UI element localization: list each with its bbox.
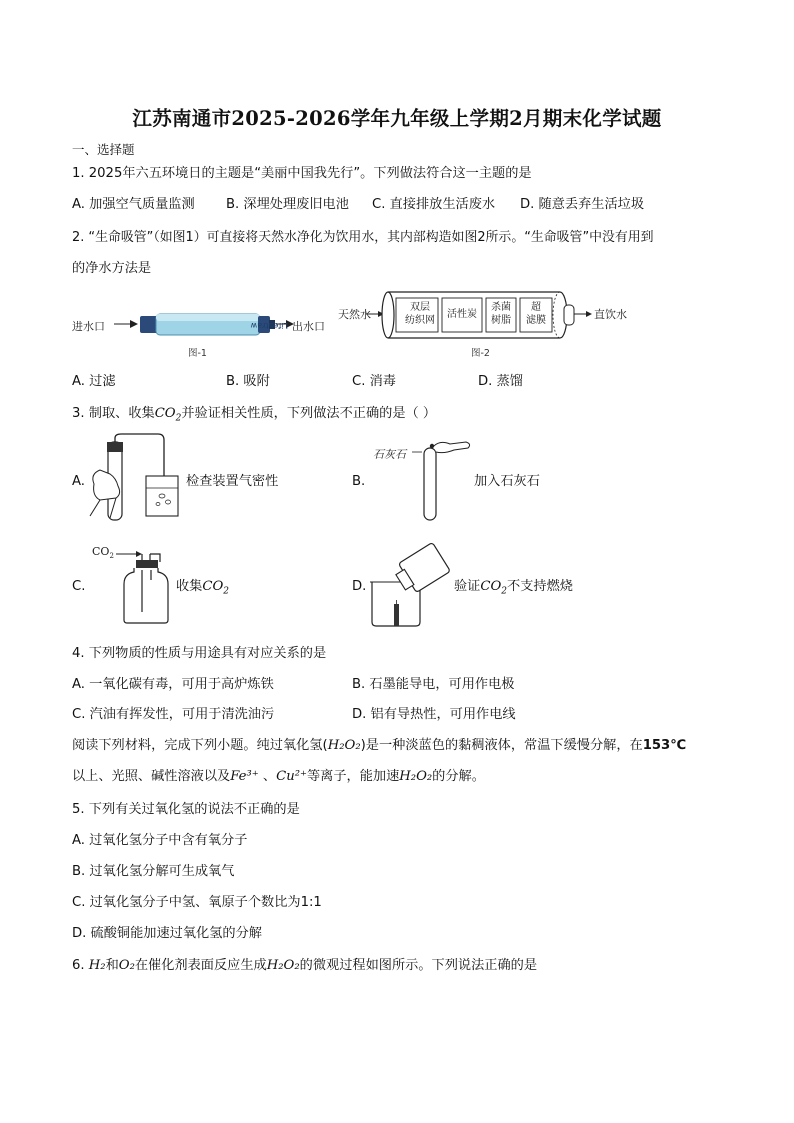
reading-l2-chem: H₂O₂ bbox=[399, 769, 433, 784]
q3-c-text-pre: 收集 bbox=[176, 579, 203, 594]
fig2-cell-3-line1: 杀菌 bbox=[491, 302, 511, 313]
q1-stem: 1. 2025年六五环境日的主题是“美丽中国我先行”。下列做法符合这一主题的是 bbox=[72, 166, 532, 181]
reading-l2-c: 的分解。 bbox=[432, 769, 485, 784]
q3-c-fig-sub: 2 bbox=[109, 552, 114, 561]
reading-l1-a: 阅读下列材料，完成下列小题。纯过氧化氢( bbox=[72, 738, 328, 753]
q5-option-a[interactable]: A. 过氧化氢分子中含有氧分子 bbox=[72, 833, 248, 848]
q6-h2: H₂ bbox=[88, 958, 106, 973]
q3-c-fig-co: CO bbox=[92, 545, 110, 558]
reading-l1-b: )是一种淡蓝色的黏稠液体，常温下缓慢分解，在 bbox=[360, 738, 643, 753]
q5-option-b[interactable]: B. 过氧化氢分解可生成氧气 bbox=[72, 864, 235, 879]
reading-line1 bbox=[72, 737, 686, 755]
q3-stem-sub: 2 bbox=[175, 413, 182, 424]
fig2-cell-1 bbox=[401, 301, 439, 327]
fig1-out-label: 出水口 bbox=[292, 320, 325, 333]
q2-option-b[interactable]: B. 吸附 bbox=[226, 374, 270, 389]
q3-c-fig-label bbox=[92, 545, 114, 560]
reading-l1-temp: 153℃ bbox=[642, 738, 687, 753]
q3-d-text-chem: CO bbox=[480, 579, 502, 594]
q6-mid: 在催化剂表面反应生成 bbox=[134, 958, 267, 973]
q1-option-b[interactable]: B. 深埋处理废旧电池 bbox=[226, 197, 349, 212]
q6-stem bbox=[72, 957, 537, 975]
fig2-cell-4 bbox=[520, 301, 552, 327]
reading-l1-chem: H₂O₂ bbox=[327, 738, 361, 753]
section-heading: 一、选择题 bbox=[72, 142, 135, 157]
q3-option-b-letter[interactable]: B. bbox=[352, 474, 366, 489]
q4-option-c[interactable]: C. 汽油有挥发性，可用于清洗油污 bbox=[72, 707, 275, 722]
q4-option-a[interactable]: A. 一氧化碳有毒，可用于高炉炼铁 bbox=[72, 677, 274, 692]
q3-option-d-text[interactable] bbox=[454, 578, 573, 601]
fig1-caption: 图-1 bbox=[188, 348, 207, 359]
fig2-cell-1-line2: 纺织网 bbox=[405, 315, 435, 326]
airtightness-check-apparatus bbox=[88, 434, 188, 524]
q1-option-d[interactable]: D. 随意丢弃生活垃圾 bbox=[520, 197, 645, 212]
q3-option-a-text[interactable]: 检查装置气密性 bbox=[186, 474, 279, 489]
fig1-brand-text: LifeStraw bbox=[250, 321, 288, 330]
q5-option-d[interactable]: D. 硫酸铜能加速过氧化氢的分解 bbox=[72, 926, 262, 941]
q2-stem-line2: 的净水方法是 bbox=[72, 261, 152, 276]
gas-collecting-bottle bbox=[116, 546, 176, 624]
fig2-cell-4-line1: 超 bbox=[531, 302, 541, 313]
fig2-cell-4-line2: 滤膜 bbox=[526, 315, 546, 326]
q2-option-c[interactable]: C. 消毒 bbox=[352, 374, 396, 389]
reading-l2-cu: Cu²⁺ bbox=[276, 769, 307, 784]
fig2-cell-3 bbox=[486, 301, 516, 327]
add-limestone-apparatus bbox=[420, 440, 476, 522]
q5-option-c[interactable]: C. 过氧化氢分子中氢、氧原子个数比为1:1 bbox=[72, 895, 322, 910]
q2-option-a[interactable]: A. 过滤 bbox=[72, 374, 116, 389]
page-title: 江苏南通市2025-2026学年九年级上学期2月期末化学试题 bbox=[132, 107, 662, 130]
q4-option-b[interactable]: B. 石墨能导电，可用作电极 bbox=[352, 677, 515, 692]
fig2-in-label: 天然水 bbox=[338, 308, 371, 321]
fig2-out-label: 直饮水 bbox=[594, 308, 627, 321]
q5-stem: 5. 下列有关过氧化氢的说法不正确的是 bbox=[72, 802, 300, 817]
q3-option-c-letter[interactable]: C. bbox=[72, 579, 86, 594]
reading-l2-fe: Fe³⁺ bbox=[230, 769, 259, 784]
q3-d-text-pre: 验证 bbox=[454, 579, 481, 594]
q3-stem-pre: 3. 制取、收集 bbox=[72, 406, 155, 421]
fig2-cell-2 bbox=[444, 308, 480, 321]
candle-beaker-apparatus bbox=[368, 542, 454, 628]
reading-l2-b: 等离子，能加速 bbox=[306, 769, 400, 784]
q3-d-text-sub: 2 bbox=[501, 586, 508, 597]
q3-c-text-chem: CO bbox=[202, 579, 224, 594]
fig2-caption: 图-2 bbox=[471, 348, 490, 359]
q3-stem-co2: CO bbox=[154, 406, 176, 421]
q3-c-text-sub: 2 bbox=[223, 586, 230, 597]
q6-h2o2: H₂O₂ bbox=[266, 958, 300, 973]
q3-option-a-letter[interactable]: A. bbox=[72, 474, 85, 489]
fig2-cell-3-line2: 树脂 bbox=[491, 315, 511, 326]
reading-line2 bbox=[72, 768, 485, 786]
q6-and: 和 bbox=[105, 958, 119, 973]
q3-stem-post: 并验证相关性质，下列做法不正确的是（ ） bbox=[181, 406, 437, 421]
reading-l2-a: 以上、光照、碱性溶液以及 bbox=[72, 769, 231, 784]
q2-option-d[interactable]: D. 蒸馏 bbox=[478, 374, 523, 389]
q6-pre: 6. bbox=[72, 958, 89, 973]
q2-stem-line1: 2. “生命吸管”（如图1）可直接将天然水净化为饮用水，其内部构造如图2所示。“生命吸管”中没有用到 bbox=[72, 230, 654, 245]
q1-option-a[interactable]: A. 加强空气质量监测 bbox=[72, 197, 195, 212]
q6-o2: O₂ bbox=[118, 958, 135, 973]
q3-b-fig-label: 石灰石 bbox=[373, 448, 406, 461]
fig2-cell-1-line1: 双层 bbox=[410, 302, 430, 313]
q3-option-c-text[interactable] bbox=[176, 578, 229, 601]
q3-option-d-letter[interactable]: D. bbox=[352, 579, 367, 594]
q4-stem: 4. 下列物质的性质与用途具有对应关系的是 bbox=[72, 646, 327, 661]
q6-post: 的微观过程如图所示。下列说法正确的是 bbox=[299, 958, 538, 973]
fig1-in-label: 进水口 bbox=[72, 320, 105, 333]
reading-l2-sep: 、 bbox=[258, 769, 277, 784]
fig2-cell-2-line1: 活性炭 bbox=[447, 309, 477, 320]
q1-option-c[interactable]: C. 直接排放生活废水 bbox=[372, 197, 496, 212]
q3-stem bbox=[72, 405, 436, 428]
q3-option-b-text[interactable]: 加入石灰石 bbox=[474, 474, 540, 489]
q4-option-d[interactable]: D. 铝有导热性，可用作电线 bbox=[352, 707, 516, 722]
q3-d-text-post: 不支持燃烧 bbox=[507, 579, 573, 594]
